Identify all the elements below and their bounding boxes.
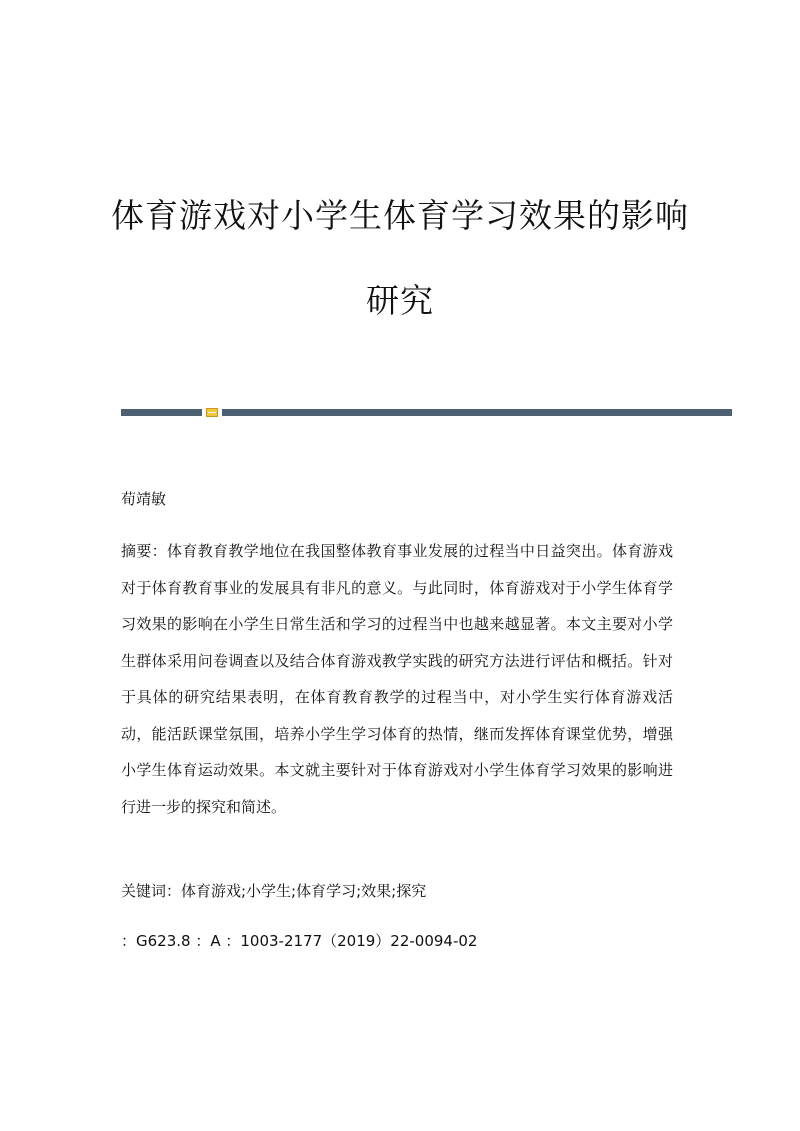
title-divider: [121, 409, 732, 416]
divider-bar-right: [222, 409, 732, 416]
document-title: 体育游戏对小学生体育学习效果的影响: [111, 196, 689, 235]
keywords-line: 关键词：体育游戏;小学生;体育学习;效果;探究: [121, 882, 427, 900]
divider-bar-left: [121, 409, 202, 416]
document-title-continued: 研究: [366, 281, 434, 320]
abstract-paragraph: 摘要：体育教育教学地位在我国整体教育事业发展的过程当中日益突出。体育游戏对于体育教育事业的发展具有非凡的意义。与此同时，体育游戏对于小学生体育学习效果的影响在小学生日常生活和学习的过程当中也越来越显著。本文主要对小学生群体采用问卷调查以及结合体育游戏教学实践的研究方法进行评估和概括。针对于具体的研究结果表明，在体育教育教学的过程当中，对小学生实行体育游戏活动，能活跃课堂氛围，培养小学生学习体育的热情，继而发挥体育课堂优势，增强小学生体育运动效果。本文就主要针对于体育游戏对小学生体育学习效果的影响进行进一步的探究和简述。: [121, 542, 673, 816]
divider-ornament-icon: [206, 408, 218, 417]
author-name: 荀靖敏: [121, 490, 167, 508]
classification-codes: ：G623.8 ：A ：1003-2177（2019）22-0094-02: [121, 932, 478, 950]
